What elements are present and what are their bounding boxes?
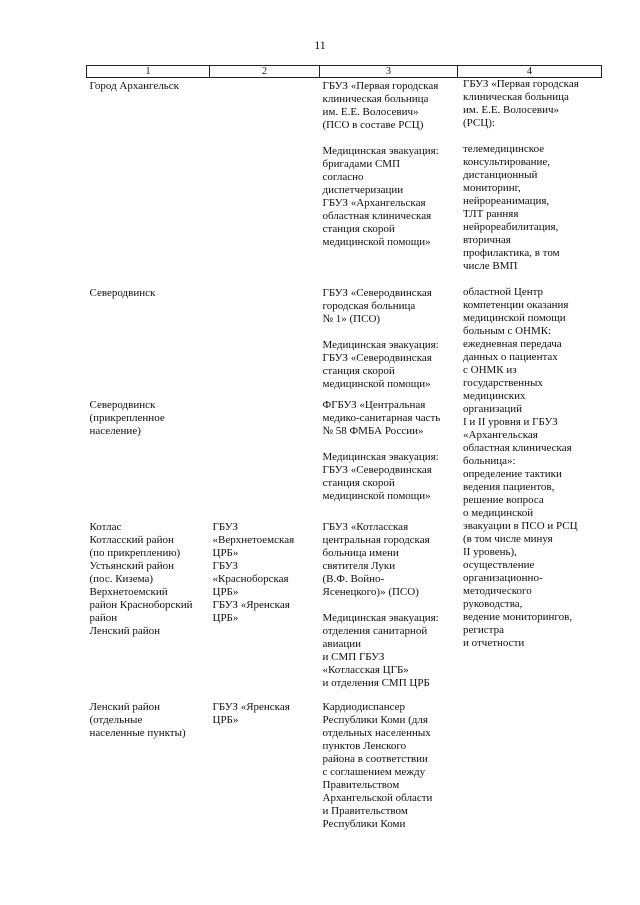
territory-text: Северодвинск (прикрепленное население) — [89, 399, 165, 437]
header-col-3: 3 — [320, 66, 458, 78]
territory-text: Котлас Котласский район (по прикреплению) Устьянский район (пос. Кизема) Верхнетоемский район Красноборский район Ленский район — [89, 521, 193, 637]
second-level-cell — [210, 397, 320, 519]
territory-cell — [87, 397, 210, 519]
rsc-services-text: телемедицинское консультирование, дистанционный мониторинг, нейрореанимация, ТЛТ ранняя нейрореабилитация, вторичная профилактика, в том числе ВМП — [463, 143, 560, 272]
facility-text: ГБУЗ «Котласская центральная городская больница имени святителя Луки (В.Ф. Войно- Ясенецкого)» (ПСО) — [322, 521, 430, 598]
regional-center-column — [463, 78, 599, 650]
header-col-4: 4 — [458, 66, 602, 78]
first-level-cell — [320, 397, 458, 519]
evacuation-text: Медицинская эвакуация: ГБУЗ «Северодвинская станция скорой медицинской помощи» — [322, 339, 439, 390]
territory-text: Северодвинск — [89, 287, 156, 299]
competence-center-text: областной Центр компетенции оказания медицинской помощи больным с ОНМК: ежедневная передача данных о пациентах с ОНМК из государственных медицинских организаций I и II уровня и ГБУЗ «Архангельская областная клиническая больница»: определение тактики ведения пациентов, решение вопроса о медицинской эвакуации в ПСО и РСЦ (в том числе минуя II уровень), осуществление организационно- методического руководства, ведение мониторингов, регистра и отчетности — [463, 286, 578, 649]
second-level-cell — [210, 78, 320, 286]
second-level-cell — [210, 285, 320, 397]
territory-cell — [87, 78, 210, 286]
header-col-2: 2 — [210, 66, 320, 78]
facility-text: ГБУЗ «Первая городская клиническая больница им. Е.Е. Волосевич» (ПСО в составе РСЦ) — [322, 80, 439, 131]
second-level-cell — [210, 699, 320, 871]
second-level-cell — [210, 519, 320, 699]
territory-cell — [87, 699, 210, 871]
table-header-row — [87, 66, 602, 78]
evacuation-text: Медицинская эвакуация: отделения санитарной авиации и СМП ГБУЗ «Котласская ЦГБ» и отделения СМП ЦРБ — [322, 612, 439, 689]
territory-text: Город Архангельск — [89, 80, 179, 92]
facility-text: ФГБУЗ «Центральная медико-санитарная часть № 58 ФМБА России» — [322, 399, 441, 437]
evacuation-text: Медицинская эвакуация: ГБУЗ «Северодвинская станция скорой медицинской помощи» — [322, 451, 439, 502]
territory-text: Ленский район (отдельные населенные пункты) — [89, 701, 186, 739]
second-level-text: ГБУЗ «Яренская ЦРБ» — [212, 701, 290, 726]
evacuation-text: Медицинская эвакуация: бригадами СМП согласно диспетчеризации ГБУЗ «Архангельская областная клиническая станция скорой медицинской помощи» — [322, 145, 439, 248]
first-level-cell — [320, 699, 458, 871]
facility-text: ГБУЗ «Северодвинская городская больница № 1» (ПСО) — [322, 287, 432, 325]
page-number: 11 — [314, 38, 326, 52]
facility-text: Кардиодиспансер Республики Коми (для отдельных населенных пунктов Ленского района в соответствии с соглашением между Правительством Архангельской области и Правительством Республики Коми — [322, 701, 433, 830]
rsc-facility-text: ГБУЗ «Первая городская клиническая больница им. Е.Е. Волосевич» (РСЦ): — [463, 78, 579, 129]
third-level-cell — [458, 699, 602, 871]
first-level-cell — [320, 519, 458, 699]
second-level-text: ГБУЗ «Верхнетоемская ЦРБ» ГБУЗ «Красноборская ЦРБ» ГБУЗ «Яренская ЦРБ» — [212, 521, 295, 624]
first-level-cell — [320, 78, 458, 286]
territory-cell — [87, 285, 210, 397]
table-row — [87, 699, 602, 871]
header-col-1: 1 — [87, 66, 210, 78]
territory-cell — [87, 519, 210, 699]
first-level-cell — [320, 285, 458, 397]
